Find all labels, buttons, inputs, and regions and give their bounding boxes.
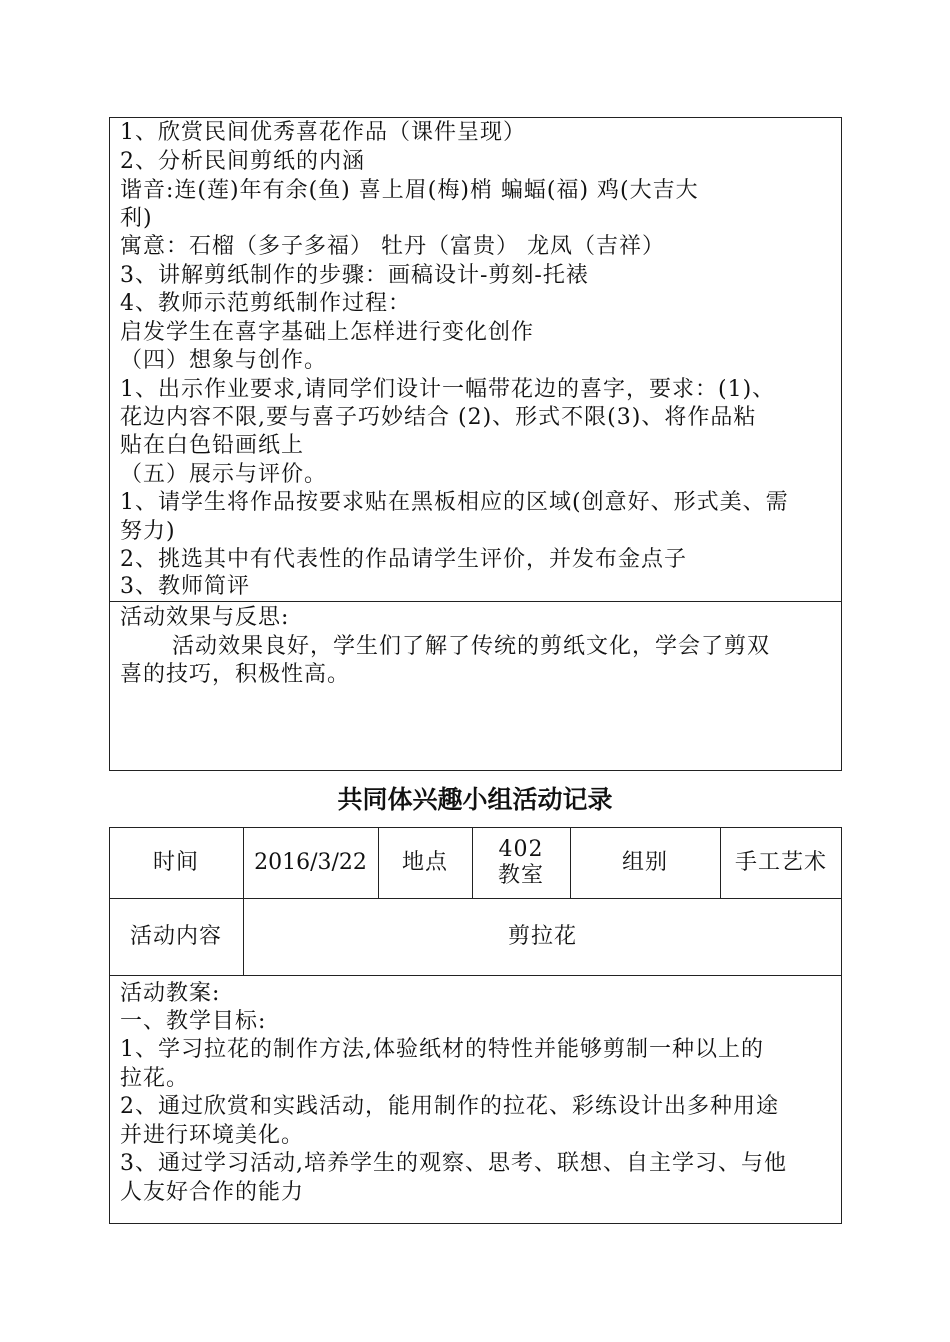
group-label: 组别 <box>621 849 668 875</box>
lesson-line: 2、挑选其中有代表性的作品请学生评价，并发布金点子 <box>120 547 687 572</box>
lesson-line: 谐音:连(莲)年有余(鱼) 喜上眉(梅)梢 蝙蝠(福) 鸡(大吉大 <box>120 178 699 203</box>
plan-line: 2、通过欣赏和实践活动，能用制作的拉花、彩练设计出多种用途 <box>120 1094 779 1119</box>
time-value: 2016/3/22 <box>254 849 367 875</box>
content-value: 剪拉花 <box>507 923 577 949</box>
reflection-line: 喜的技巧，积极性高。 <box>120 662 351 687</box>
lesson-line: 1、欣赏民间优秀喜花作品（课件呈现） <box>120 120 526 145</box>
lesson-line: 贴在白色铅画纸上 <box>120 433 305 458</box>
group-value: 手工艺术 <box>734 849 827 875</box>
plan-line: 3、通过学习活动,培养学生的观察、思考、联想、自主学习、与他 <box>120 1151 787 1176</box>
lesson-line: 启发学生在喜字基础上怎样进行变化创作 <box>120 320 535 345</box>
lesson-line: 2、分析民间剪纸的内涵 <box>120 149 365 174</box>
lesson-line: 花边内容不限,要与喜子巧妙结合 (2)、形式不限(3)、将作品粘 <box>120 405 757 430</box>
reflection-label: 活动效果与反思: <box>120 605 290 630</box>
content-label: 活动内容 <box>129 923 222 949</box>
lesson-line: （四）想象与创作。 <box>120 348 328 373</box>
plan-line: 人友好合作的能力 <box>120 1180 305 1205</box>
upper-divider <box>109 601 842 602</box>
lesson-line: （五）展示与评价。 <box>120 462 328 487</box>
lesson-line: 4、教师示范剪纸制作过程： <box>120 291 411 316</box>
lesson-line: 努力) <box>120 519 176 544</box>
col-divider-3 <box>472 827 473 898</box>
lesson-line: 3、讲解剪纸制作的步骤：画稿设计-剪刻-托裱 <box>120 263 589 288</box>
plan-line: 一、教学目标: <box>120 1009 267 1034</box>
place-value: 402 教室 <box>497 836 544 888</box>
lesson-line: 1、请学生将作品按要求贴在黑板相应的区域(创意好、形式美、需 <box>120 490 789 515</box>
place-label: 地点 <box>401 849 448 875</box>
time-label: 时间 <box>152 849 199 875</box>
reflection-line: 活动效果良好，学生们了解了传统的剪纸文化，学会了剪双 <box>172 634 771 659</box>
plan-line: 1、学习拉花的制作方法,体验纸材的特性并能够剪制一种以上的 <box>120 1037 764 1062</box>
lesson-line: 1、出示作业要求,请同学们设计一幅带花边的喜字，要求：(1)、 <box>120 377 776 402</box>
plan-line: 并进行环境美化。 <box>120 1123 305 1148</box>
record-title: 共同体兴趣小组活动记录 <box>337 785 613 814</box>
lesson-line: 利) <box>120 206 153 231</box>
plan-line: 拉花。 <box>120 1066 190 1091</box>
plan-line: 活动教案: <box>120 981 221 1006</box>
lesson-line: 寓意：石榴（多子多福） 牡丹（富贵） 龙凤（吉祥） <box>120 234 665 259</box>
row-divider-2 <box>109 975 842 976</box>
lesson-line: 3、教师简评 <box>120 574 250 599</box>
